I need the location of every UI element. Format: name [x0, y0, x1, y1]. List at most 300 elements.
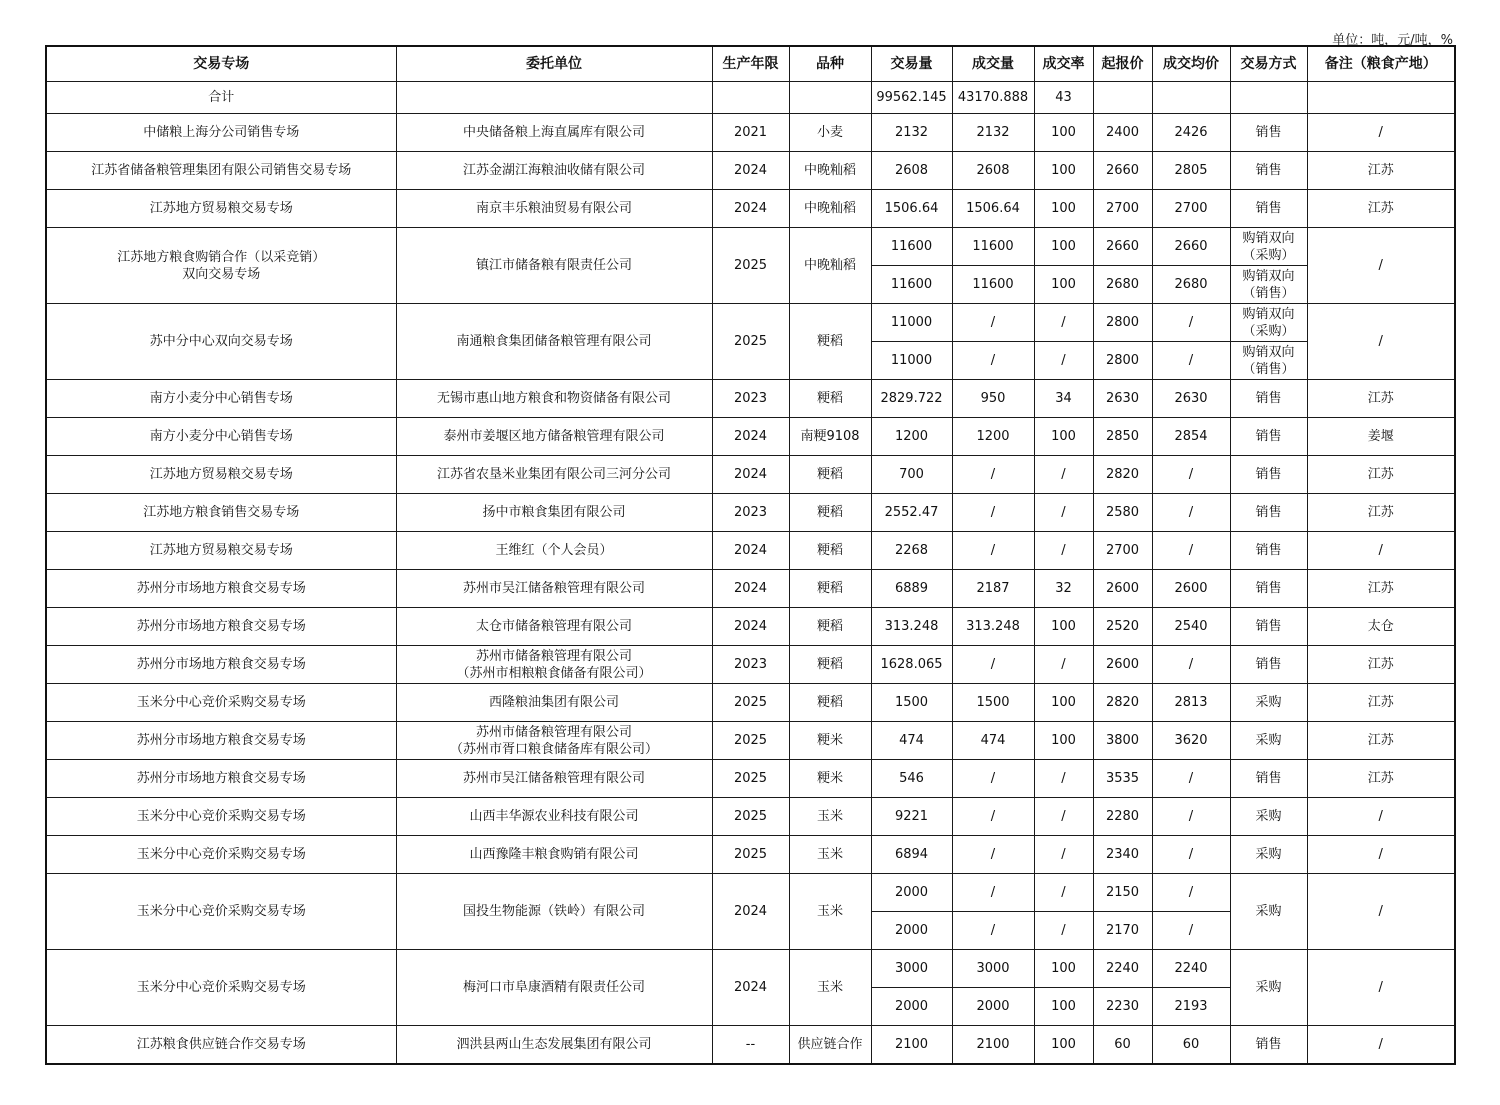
start-price-cell: 2850: [1093, 418, 1152, 456]
col-header-start-price: 起报价: [1093, 46, 1152, 82]
rate-cell: 100: [1034, 418, 1093, 456]
deal-cell: /: [952, 532, 1034, 570]
method-cell: 销售: [1230, 570, 1307, 608]
total-empty: [1230, 82, 1307, 114]
volume-cell: 2100: [871, 1026, 952, 1065]
total-empty: [1093, 82, 1152, 114]
client-cell: 西隆粮油集团有限公司: [396, 684, 712, 722]
volume-cell: 2000: [871, 874, 952, 912]
client-cell: 镇江市储备粮有限责任公司: [396, 228, 712, 304]
method-cell: 购销双向 （采购）: [1230, 304, 1307, 342]
col-header-variety: 品种: [789, 46, 871, 82]
deal-cell: /: [952, 798, 1034, 836]
start-price-cell: 2700: [1093, 190, 1152, 228]
start-price-cell: 2600: [1093, 570, 1152, 608]
table-row: [46, 456, 1455, 494]
variety-cell: 粳米: [789, 760, 871, 798]
session-cell: 苏州分市场地方粮食交易专场: [46, 646, 396, 684]
method-cell: 采购: [1230, 684, 1307, 722]
client-cell: 江苏省农垦米业集团有限公司三河分公司: [396, 456, 712, 494]
client-cell: 无锡市惠山地方粮食和物资储备有限公司: [396, 380, 712, 418]
total-empty: [789, 82, 871, 114]
variety-cell: 粳稻: [789, 380, 871, 418]
col-header-avg-price: 成交均价: [1152, 46, 1230, 82]
total-label: 合计: [46, 82, 396, 114]
start-price-cell: 2580: [1093, 494, 1152, 532]
deal-cell: /: [952, 646, 1034, 684]
avg-price-cell: 60: [1152, 1026, 1230, 1065]
variety-cell: 中晚籼稻: [789, 190, 871, 228]
total-empty: [396, 82, 712, 114]
year-cell: 2025: [712, 836, 789, 874]
client-cell: 南京丰乐粮油贸易有限公司: [396, 190, 712, 228]
rate-cell: /: [1034, 494, 1093, 532]
session-cell: 江苏地方贸易粮交易专场: [46, 532, 396, 570]
table-row: [46, 1026, 1455, 1065]
avg-price-cell: /: [1152, 874, 1230, 912]
col-header-rate: 成交率: [1034, 46, 1093, 82]
deal-cell: 2132: [952, 114, 1034, 152]
variety-cell: 粳稻: [789, 494, 871, 532]
variety-cell: 粳稻: [789, 456, 871, 494]
table-row: [46, 798, 1455, 836]
session-cell: 玉米分中心竞价采购交易专场: [46, 836, 396, 874]
avg-price-cell: /: [1152, 912, 1230, 950]
rate-cell: 100: [1034, 152, 1093, 190]
note-cell: 江苏: [1307, 456, 1455, 494]
session-cell: 苏州分市场地方粮食交易专场: [46, 722, 396, 760]
rate-cell: 100: [1034, 950, 1093, 988]
volume-cell: 700: [871, 456, 952, 494]
start-price-cell: 2340: [1093, 836, 1152, 874]
rate-cell: /: [1034, 456, 1093, 494]
variety-cell: 南粳9108: [789, 418, 871, 456]
session-cell: 江苏地方粮食购销合作（以采竞销） 双向交易专场: [46, 228, 396, 304]
deal-cell: /: [952, 836, 1034, 874]
total-empty: [712, 82, 789, 114]
avg-price-cell: 2600: [1152, 570, 1230, 608]
deal-cell: /: [952, 494, 1034, 532]
session-cell: 江苏地方贸易粮交易专场: [46, 190, 396, 228]
table-row: [46, 114, 1455, 152]
session-cell: 江苏粮食供应链合作交易专场: [46, 1026, 396, 1065]
note-cell: 江苏: [1307, 380, 1455, 418]
start-price-cell: 2680: [1093, 266, 1152, 304]
variety-cell: 粳稻: [789, 646, 871, 684]
volume-cell: 11600: [871, 266, 952, 304]
start-price-cell: 3535: [1093, 760, 1152, 798]
volume-cell: 2000: [871, 988, 952, 1026]
deal-cell: 2000: [952, 988, 1034, 1026]
variety-cell: 粳稻: [789, 608, 871, 646]
table-row: [46, 494, 1455, 532]
year-cell: 2023: [712, 494, 789, 532]
avg-price-cell: 2240: [1152, 950, 1230, 988]
deal-cell: 11600: [952, 228, 1034, 266]
client-cell: 泗洪县两山生态发展集团有限公司: [396, 1026, 712, 1065]
method-cell: 销售: [1230, 456, 1307, 494]
year-cell: 2023: [712, 380, 789, 418]
variety-cell: 粳稻: [789, 570, 871, 608]
col-header-client: 委托单位: [396, 46, 712, 82]
start-price-cell: 2230: [1093, 988, 1152, 1026]
method-cell: 购销双向 （销售）: [1230, 342, 1307, 380]
note-cell: /: [1307, 532, 1455, 570]
table-row: [46, 304, 1455, 342]
note-cell: /: [1307, 798, 1455, 836]
deal-cell: 313.248: [952, 608, 1034, 646]
method-cell: 采购: [1230, 722, 1307, 760]
note-cell: 江苏: [1307, 684, 1455, 722]
volume-cell: 1500: [871, 684, 952, 722]
variety-cell: 玉米: [789, 950, 871, 1026]
start-price-cell: 2660: [1093, 228, 1152, 266]
deal-cell: 2187: [952, 570, 1034, 608]
year-cell: 2024: [712, 950, 789, 1026]
session-cell: 玉米分中心竞价采购交易专场: [46, 950, 396, 1026]
start-price-cell: 60: [1093, 1026, 1152, 1065]
total-rate: 43: [1034, 82, 1093, 114]
variety-cell: 玉米: [789, 836, 871, 874]
avg-price-cell: /: [1152, 532, 1230, 570]
client-cell: 梅河口市阜康酒精有限责任公司: [396, 950, 712, 1026]
session-cell: 南方小麦分中心销售专场: [46, 380, 396, 418]
start-price-cell: 2600: [1093, 646, 1152, 684]
client-cell: 苏州市吴江储备粮管理有限公司: [396, 760, 712, 798]
note-cell: /: [1307, 950, 1455, 1026]
volume-cell: 313.248: [871, 608, 952, 646]
table-row: [46, 608, 1455, 646]
rate-cell: 100: [1034, 1026, 1093, 1065]
rate-cell: /: [1034, 646, 1093, 684]
method-cell: 销售: [1230, 380, 1307, 418]
table-row: [46, 874, 1455, 912]
note-cell: 江苏: [1307, 570, 1455, 608]
volume-cell: 11000: [871, 342, 952, 380]
start-price-cell: 2280: [1093, 798, 1152, 836]
avg-price-cell: 2700: [1152, 190, 1230, 228]
rate-cell: /: [1034, 798, 1093, 836]
table-row: [46, 532, 1455, 570]
method-cell: 购销双向 （销售）: [1230, 266, 1307, 304]
rate-cell: 100: [1034, 608, 1093, 646]
start-price-cell: 2630: [1093, 380, 1152, 418]
rate-cell: /: [1034, 532, 1093, 570]
year-cell: 2024: [712, 418, 789, 456]
note-cell: /: [1307, 836, 1455, 874]
method-cell: 销售: [1230, 1026, 1307, 1065]
start-price-cell: 2800: [1093, 342, 1152, 380]
volume-cell: 2132: [871, 114, 952, 152]
note-cell: 江苏: [1307, 494, 1455, 532]
deal-cell: 950: [952, 380, 1034, 418]
note-cell: /: [1307, 874, 1455, 950]
variety-cell: 中晚籼稻: [789, 228, 871, 304]
start-price-cell: 2150: [1093, 874, 1152, 912]
session-cell: 玉米分中心竞价采购交易专场: [46, 798, 396, 836]
deal-cell: /: [952, 304, 1034, 342]
table-row: [46, 380, 1455, 418]
note-cell: 姜堰: [1307, 418, 1455, 456]
deal-cell: 1200: [952, 418, 1034, 456]
session-cell: 南方小麦分中心销售专场: [46, 418, 396, 456]
variety-cell: 玉米: [789, 798, 871, 836]
col-header-volume: 交易量: [871, 46, 952, 82]
rate-cell: 34: [1034, 380, 1093, 418]
table-row: [46, 228, 1455, 266]
year-cell: --: [712, 1026, 789, 1065]
volume-cell: 1200: [871, 418, 952, 456]
note-cell: /: [1307, 228, 1455, 304]
rate-cell: 100: [1034, 228, 1093, 266]
year-cell: 2024: [712, 456, 789, 494]
client-cell: 江苏金湖江海粮油收储有限公司: [396, 152, 712, 190]
avg-price-cell: 2680: [1152, 266, 1230, 304]
table-row: [46, 722, 1455, 760]
variety-cell: 玉米: [789, 874, 871, 950]
table-row: [46, 418, 1455, 456]
method-cell: 采购: [1230, 798, 1307, 836]
deal-cell: /: [952, 874, 1034, 912]
year-cell: 2025: [712, 760, 789, 798]
volume-cell: 2552.47: [871, 494, 952, 532]
start-price-cell: 2820: [1093, 456, 1152, 494]
col-header-method: 交易方式: [1230, 46, 1307, 82]
session-cell: 玉米分中心竞价采购交易专场: [46, 874, 396, 950]
method-cell: 采购: [1230, 950, 1307, 1026]
rate-cell: 100: [1034, 684, 1093, 722]
note-cell: 江苏: [1307, 760, 1455, 798]
total-empty: [1152, 82, 1230, 114]
volume-cell: 1628.065: [871, 646, 952, 684]
client-cell: 苏州市吴江储备粮管理有限公司: [396, 570, 712, 608]
start-price-cell: 2700: [1093, 532, 1152, 570]
deal-cell: 2100: [952, 1026, 1034, 1065]
avg-price-cell: /: [1152, 494, 1230, 532]
note-cell: /: [1307, 1026, 1455, 1065]
rate-cell: /: [1034, 912, 1093, 950]
col-header-note: 备注（粮食产地）: [1307, 46, 1455, 82]
method-cell: 销售: [1230, 532, 1307, 570]
client-cell: 山西豫隆丰粮食购销有限公司: [396, 836, 712, 874]
year-cell: 2024: [712, 152, 789, 190]
method-cell: 销售: [1230, 760, 1307, 798]
deal-cell: /: [952, 760, 1034, 798]
variety-cell: 小麦: [789, 114, 871, 152]
deal-cell: /: [952, 912, 1034, 950]
session-cell: 江苏省储备粮管理集团有限公司销售交易专场: [46, 152, 396, 190]
session-cell: 苏中分中心双向交易专场: [46, 304, 396, 380]
session-cell: 江苏地方贸易粮交易专场: [46, 456, 396, 494]
avg-price-cell: /: [1152, 646, 1230, 684]
table-row: [46, 646, 1455, 684]
note-cell: 江苏: [1307, 646, 1455, 684]
method-cell: 销售: [1230, 646, 1307, 684]
method-cell: 销售: [1230, 114, 1307, 152]
year-cell: 2024: [712, 532, 789, 570]
variety-cell: 粳稻: [789, 532, 871, 570]
variety-cell: 粳稻: [789, 684, 871, 722]
rate-cell: /: [1034, 874, 1093, 912]
volume-cell: 2000: [871, 912, 952, 950]
method-cell: 采购: [1230, 874, 1307, 950]
client-cell: 苏州市储备粮管理有限公司 （苏州市相粮粮食储备有限公司）: [396, 646, 712, 684]
volume-cell: 474: [871, 722, 952, 760]
start-price-cell: 2400: [1093, 114, 1152, 152]
session-cell: 中储粮上海分公司销售专场: [46, 114, 396, 152]
rate-cell: /: [1034, 760, 1093, 798]
deal-cell: 474: [952, 722, 1034, 760]
variety-cell: 中晚籼稻: [789, 152, 871, 190]
header-row: [46, 46, 1455, 82]
total-row: [46, 82, 1455, 114]
volume-cell: 6889: [871, 570, 952, 608]
note-cell: /: [1307, 304, 1455, 380]
avg-price-cell: 2813: [1152, 684, 1230, 722]
table-row: [46, 570, 1455, 608]
deal-cell: 2608: [952, 152, 1034, 190]
avg-price-cell: 2630: [1152, 380, 1230, 418]
variety-cell: 供应链合作: [789, 1026, 871, 1065]
start-price-cell: 3800: [1093, 722, 1152, 760]
year-cell: 2023: [712, 646, 789, 684]
method-cell: 销售: [1230, 494, 1307, 532]
total-volume: 99562.145: [871, 82, 952, 114]
year-cell: 2025: [712, 798, 789, 836]
session-cell: 玉米分中心竞价采购交易专场: [46, 684, 396, 722]
deal-cell: /: [952, 342, 1034, 380]
table-row: [46, 684, 1455, 722]
volume-cell: 546: [871, 760, 952, 798]
volume-cell: 2608: [871, 152, 952, 190]
method-cell: 采购: [1230, 836, 1307, 874]
note-cell: 江苏: [1307, 190, 1455, 228]
client-cell: 南通粮食集团储备粮管理有限公司: [396, 304, 712, 380]
volume-cell: 2829.722: [871, 380, 952, 418]
year-cell: 2025: [712, 304, 789, 380]
client-cell: 中央储备粮上海直属库有限公司: [396, 114, 712, 152]
start-price-cell: 2520: [1093, 608, 1152, 646]
start-price-cell: 2660: [1093, 152, 1152, 190]
client-cell: 苏州市储备粮管理有限公司 （苏州市胥口粮食储备库有限公司）: [396, 722, 712, 760]
col-header-deal: 成交量: [952, 46, 1034, 82]
volume-cell: 11000: [871, 304, 952, 342]
year-cell: 2025: [712, 722, 789, 760]
total-deal: 43170.888: [952, 82, 1034, 114]
avg-price-cell: 2540: [1152, 608, 1230, 646]
rate-cell: /: [1034, 304, 1093, 342]
volume-cell: 3000: [871, 950, 952, 988]
avg-price-cell: /: [1152, 304, 1230, 342]
avg-price-cell: 3620: [1152, 722, 1230, 760]
method-cell: 购销双向 （采购）: [1230, 228, 1307, 266]
avg-price-cell: 2426: [1152, 114, 1230, 152]
volume-cell: 2268: [871, 532, 952, 570]
table-row: [46, 950, 1455, 988]
col-header-year: 生产年限: [712, 46, 789, 82]
session-cell: 苏州分市场地方粮食交易专场: [46, 760, 396, 798]
start-price-cell: 2820: [1093, 684, 1152, 722]
rate-cell: 100: [1034, 114, 1093, 152]
table-row: [46, 760, 1455, 798]
volume-cell: 1506.64: [871, 190, 952, 228]
year-cell: 2024: [712, 190, 789, 228]
year-cell: 2025: [712, 228, 789, 304]
variety-cell: 粳米: [789, 722, 871, 760]
table-row: [46, 152, 1455, 190]
deal-cell: /: [952, 456, 1034, 494]
client-cell: 国投生物能源（铁岭）有限公司: [396, 874, 712, 950]
note-cell: 太仓: [1307, 608, 1455, 646]
trade-results-table: [45, 45, 1456, 1065]
avg-price-cell: /: [1152, 836, 1230, 874]
year-cell: 2021: [712, 114, 789, 152]
deal-cell: 11600: [952, 266, 1034, 304]
rate-cell: /: [1034, 342, 1093, 380]
rate-cell: 100: [1034, 722, 1093, 760]
session-cell: 江苏地方粮食销售交易专场: [46, 494, 396, 532]
table-row: [46, 190, 1455, 228]
avg-price-cell: /: [1152, 342, 1230, 380]
unit-note: 单位：吨，元/吨，%: [1332, 33, 1453, 48]
table-row: [46, 836, 1455, 874]
rate-cell: 100: [1034, 190, 1093, 228]
avg-price-cell: 2805: [1152, 152, 1230, 190]
year-cell: 2025: [712, 684, 789, 722]
method-cell: 销售: [1230, 608, 1307, 646]
deal-cell: 3000: [952, 950, 1034, 988]
start-price-cell: 2800: [1093, 304, 1152, 342]
year-cell: 2024: [712, 874, 789, 950]
rate-cell: /: [1034, 836, 1093, 874]
volume-cell: 6894: [871, 836, 952, 874]
client-cell: 太仓市储备粮管理有限公司: [396, 608, 712, 646]
client-cell: 山西丰华源农业科技有限公司: [396, 798, 712, 836]
method-cell: 销售: [1230, 152, 1307, 190]
volume-cell: 11600: [871, 228, 952, 266]
deal-cell: 1500: [952, 684, 1034, 722]
start-price-cell: 2240: [1093, 950, 1152, 988]
method-cell: 销售: [1230, 418, 1307, 456]
variety-cell: 粳稻: [789, 304, 871, 380]
rate-cell: 32: [1034, 570, 1093, 608]
client-cell: 王维红（个人会员）: [396, 532, 712, 570]
client-cell: 泰州市姜堰区地方储备粮管理有限公司: [396, 418, 712, 456]
avg-price-cell: /: [1152, 798, 1230, 836]
avg-price-cell: /: [1152, 456, 1230, 494]
avg-price-cell: /: [1152, 760, 1230, 798]
deal-cell: 1506.64: [952, 190, 1034, 228]
note-cell: 江苏: [1307, 722, 1455, 760]
rate-cell: 100: [1034, 988, 1093, 1026]
session-cell: 苏州分市场地方粮食交易专场: [46, 608, 396, 646]
client-cell: 扬中市粮食集团有限公司: [396, 494, 712, 532]
total-empty: [1307, 82, 1455, 114]
start-price-cell: 2170: [1093, 912, 1152, 950]
avg-price-cell: 2854: [1152, 418, 1230, 456]
method-cell: 销售: [1230, 190, 1307, 228]
year-cell: 2024: [712, 570, 789, 608]
col-header-session: 交易专场: [46, 46, 396, 82]
rate-cell: 100: [1034, 266, 1093, 304]
note-cell: /: [1307, 114, 1455, 152]
note-cell: 江苏: [1307, 152, 1455, 190]
avg-price-cell: 2193: [1152, 988, 1230, 1026]
avg-price-cell: 2660: [1152, 228, 1230, 266]
volume-cell: 9221: [871, 798, 952, 836]
year-cell: 2024: [712, 608, 789, 646]
session-cell: 苏州分市场地方粮食交易专场: [46, 570, 396, 608]
